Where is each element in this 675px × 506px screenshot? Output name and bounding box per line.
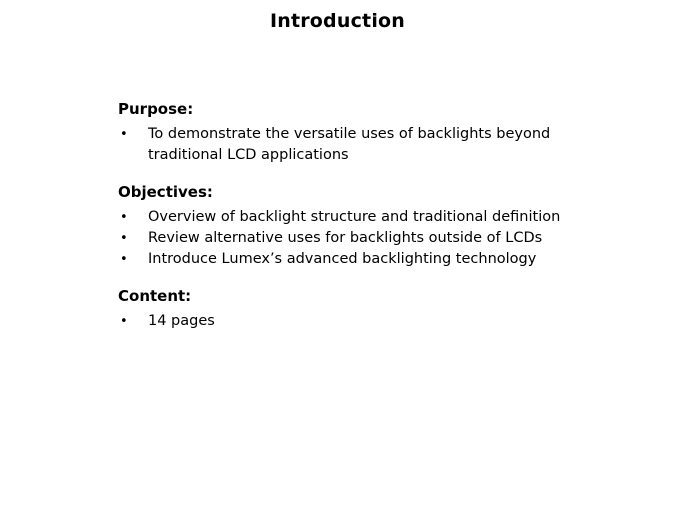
bullet-icon: •	[120, 314, 128, 329]
section-heading: Purpose:	[118, 100, 194, 118]
list-item	[118, 311, 618, 332]
bullet-icon: •	[120, 231, 128, 246]
list-item	[118, 124, 618, 166]
list-item	[118, 207, 618, 228]
list-item-text: Overview of backlight structure and traditional definition	[148, 209, 561, 225]
bullet-icon: •	[120, 252, 128, 267]
page-title: Introduction	[269, 10, 406, 32]
bullet-list	[118, 124, 618, 166]
slide-body	[118, 101, 618, 332]
list-item-text: Introduce Lumex’s advanced backlighting technology	[148, 251, 537, 267]
bullet-icon: •	[120, 127, 128, 142]
section-spacer	[118, 166, 618, 184]
bullet-list	[118, 207, 618, 270]
section-heading: Objectives:	[118, 183, 213, 201]
list-item-text: 14 pages	[148, 313, 215, 329]
bullet-list	[118, 311, 618, 332]
section-objectives	[118, 184, 618, 270]
section-heading: Content:	[118, 287, 192, 305]
list-item	[118, 249, 618, 270]
section-content	[118, 288, 618, 332]
list-item-text: To demonstrate the versatile uses of backlights beyond traditional LCD applications	[148, 126, 551, 163]
list-item-text: Review alternative uses for backlights outside of LCDs	[148, 230, 543, 246]
section-spacer	[118, 270, 618, 288]
section-purpose	[118, 101, 618, 166]
list-item	[118, 228, 618, 249]
bullet-icon: •	[120, 210, 128, 225]
